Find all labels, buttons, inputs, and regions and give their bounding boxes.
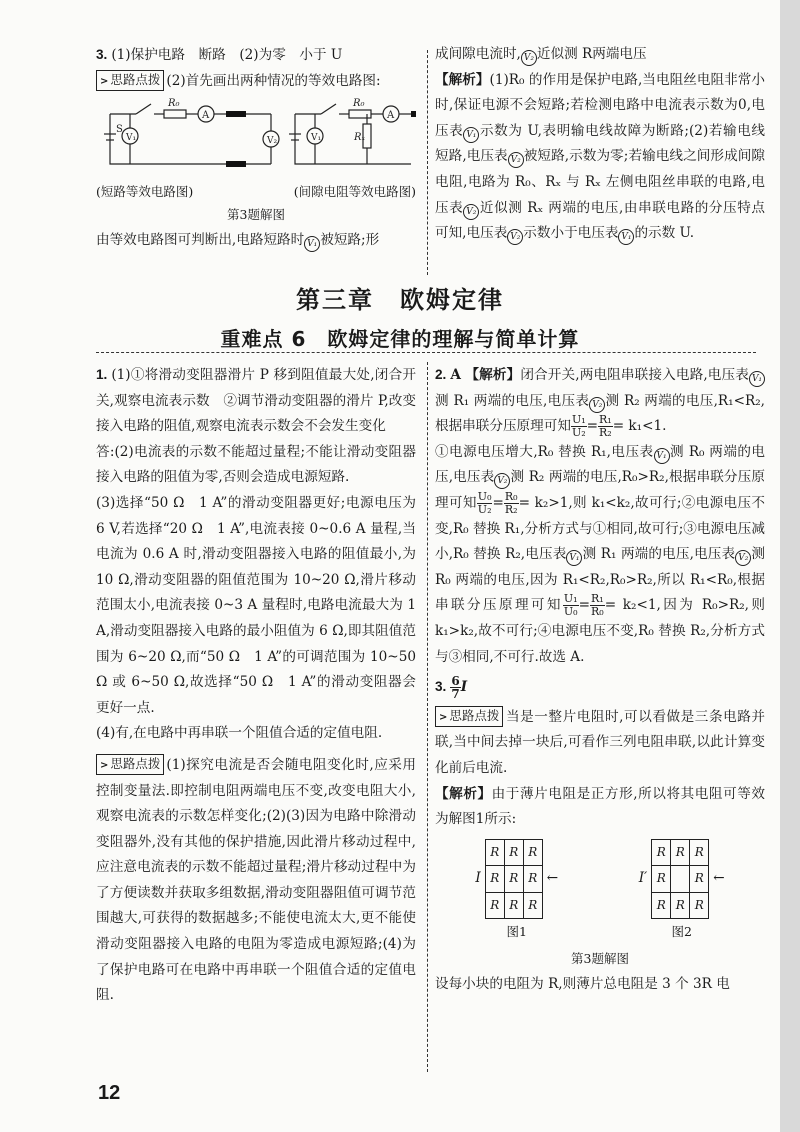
- voltmeter-icon: V₁: [463, 127, 479, 143]
- fraction: $\frac{\text{U₀}}{\text{U₂}}$: [477, 489, 492, 516]
- q3-tip-cont: 由等效电路图可判断出,电路短路时 V₁ 被短路;形: [96, 228, 416, 254]
- q3-answer: 3. (1)保护电路 断路 (2)为零 小于 U: [96, 47, 343, 63]
- svg-text:R₀: R₀: [353, 98, 365, 110]
- diagram1-caption: (短路等效电路图): [96, 184, 194, 200]
- svg-text:A: A: [202, 110, 210, 122]
- q1-part2: 答:(2)电流表的示数不能超过量程;不能让滑动变阻器接入电路的阻值为零,否则会造成电源短路.: [96, 443, 416, 486]
- resistor-grid-1: R R R R R R R R R: [485, 839, 543, 920]
- circuit-svg: [96, 94, 416, 182]
- svg-text:R₀: R₀: [168, 98, 180, 110]
- voltmeter-icon: V₂: [521, 50, 537, 66]
- top-left-column: [96, 42, 416, 253]
- bottom-right-column: [435, 362, 765, 997]
- q3-answer-2: 3. $\frac{6}{7}$ I: [435, 674, 468, 702]
- q1-tip: > 思路点拨 (1)探究电流是否会随电阻变化时,应采用控制变量法.即控制电阻两端电压不变,改变电阻大小,观察电流表的示数怎样变化;(2)(3)因为电路中除滑动变阻器外,没有其他的保护措施,因此滑片移动过程中,应注意电流表的示数不能超过量程;滑片移动过程中为了方便读数并获取多组数据,滑动变阻器阻值可调节范围越大,可获得的数据越多;不能使电流太大,更不能使滑动变阻器接入电路的电阻为零造成电源短路;(4)为了保护电路可在电路中再串联一个阻值合适的定值电阻.: [96, 755, 416, 1004]
- q3-analysis-2: 【解析】由于薄片电阻是正方形,所以将其电阻可等效为解图1所示:: [435, 785, 765, 828]
- voltmeter-icon: V₁: [618, 229, 634, 245]
- q3-cont: 成间隙电流时, V₂ 近似测 R两端电压: [435, 42, 765, 68]
- grid-figures: [435, 839, 765, 946]
- q1-part1: 1. (1)①将滑动变阻器滑片 P 移到阻值最大处,闭合开关,观察电流表示数 ②调节滑动变阻器的滑片 P,改变接入电路的阻值,观察电流表示数会不会发生变化: [96, 367, 416, 435]
- tip-tag: > 思路点拨: [96, 754, 164, 775]
- fraction: $\frac{\text{U₁}}{\text{U₀}}$: [563, 592, 578, 619]
- diagram2-caption: (间隙电阻等效电路图): [293, 184, 416, 200]
- svg-text:V₂: V₂: [267, 136, 278, 147]
- svg-text:V₁: V₁: [311, 133, 322, 144]
- resistor-grid-2: R R R R R R R R: [651, 839, 709, 920]
- circuit-diagrams: [96, 94, 416, 182]
- chapter-title: 第三章 欧姆定律: [296, 286, 504, 314]
- voltmeter-icon: V₂: [508, 152, 524, 168]
- page-number: 12: [98, 1082, 121, 1104]
- arrow-icon: ←: [713, 870, 725, 887]
- figure-caption: 第3题解图: [227, 207, 285, 223]
- tip-tag: > 思路点拨: [435, 706, 503, 727]
- q3-tip-2: > 思路点拨 当是一整片电阻时,可以看做是三条电路并联,当中间去掉一块后,可看作三列电阻串联,以此计算变化前后电流.: [435, 707, 765, 776]
- q3-analysis: 【解析】(1)R₀ 的作用是保护电路,当电阻丝电阻非常小时,保证电源不会短路;若检测电路中电流表示数为0,电压表 V₁ 示数为 U,表明输电线故障为断路;(2)若输电线短路,电压表 V₂ 被短路,示数为零;若输电线之间形成间隙电阻,电路为 R₀、Rₓ 与 Rₓ 左侧电阻丝串联的电路,电压表 V₂ 近似测 Rₓ 两端的电压,由串联电路的分压特点可知,电压表 V₂ 示数小于电压表 V₁ 的示数 U.: [435, 68, 765, 247]
- q1-part3: (3)选择“50 Ω 1 A”的滑动变阻器更好;电源电压为 6 V,若选择“20 Ω 1 A”,电流表接 0~0.6 A 量程,当电流为 0.6 A 时,滑动变阻器接入电路的阻值最小,为 10 Ω,滑动变阻器的阻值范围为 10~20 Ω,滑片移动范围太小,电流表接 0~3 A 量程时,电路电流最大为 1 A,滑动变阻器接入电路的最小阻值为 6 Ω,即其阻值范围为 6~20 Ω,而“50 Ω 1 A”的可调范围为 10~50 Ω 或 6~50 Ω,故选择“50 Ω 1 A”的滑动变阻器会更好一点.: [96, 494, 416, 716]
- current-label: I: [475, 870, 481, 887]
- fig1-caption: 图1: [506, 924, 527, 940]
- q2-analysis: 2. A 【解析】闭合开关,两电阻串联接入电路,电压表 V₁测 R₁ 两端的电压,电压表 V₂ 测 R₂ 两端的电压,R₁<R₂,根据串联分压原理可知 $\frac{\text{U₁}}{\text{U₂}}$ = $\frac{\text{R₁}}{\text{R₂}}$ = k₁<1.: [435, 367, 765, 440]
- fraction: $\frac{\text{R₁}}{\text{R₂}}$: [599, 413, 612, 440]
- voltmeter-icon: V₂: [589, 397, 605, 413]
- arrow-icon: ←: [546, 870, 559, 887]
- current-label: I′: [638, 870, 648, 887]
- fraction: $\frac{\text{R₁}}{\text{R₀}}$: [590, 592, 604, 619]
- grid-figure-1: [475, 839, 558, 946]
- column-divider-top: [427, 50, 428, 275]
- fraction: $\frac{\text{R₀}}{\text{R₂}}$: [504, 489, 518, 516]
- voltmeter-icon: V₁: [566, 550, 582, 566]
- voltmeter-icon: V₁: [749, 371, 765, 387]
- svg-text:V₁: V₁: [126, 133, 137, 144]
- column-divider-bottom: [427, 362, 428, 1072]
- page-edge: [780, 0, 800, 1132]
- q1-part4: (4)有,在电路中再串联一个阻值合适的定值电阻.: [96, 725, 383, 742]
- svg-text:S: S: [116, 124, 123, 136]
- tip-tag: > 思路点拨: [96, 70, 164, 91]
- top-right-column: [435, 42, 765, 247]
- voltmeter-icon: V₁: [654, 448, 670, 464]
- fraction: $\frac{\text{U₁}}{\text{U₂}}$: [571, 413, 586, 440]
- last-line: 设每小块的电阻为 R,则薄片总电阻是 3 个 3R 电: [435, 975, 730, 992]
- voltmeter-icon: V₁: [304, 236, 320, 252]
- q3-tip: > 思路点拨 (2)首先画出两种情况的等效电路图:: [96, 69, 416, 95]
- voltmeter-icon: V₂: [463, 204, 479, 220]
- section-title: 重难点 6 欧姆定律的理解与简单计算: [220, 327, 580, 351]
- grid-figure-2: [639, 839, 725, 946]
- voltmeter-icon: V₂: [507, 229, 523, 245]
- section-divider: [96, 352, 756, 353]
- voltmeter-icon: V₂: [735, 550, 751, 566]
- fraction: $\frac{6}{7}$: [451, 674, 460, 702]
- bottom-left-column: [96, 362, 416, 1009]
- voltmeter-icon: V₂: [494, 473, 510, 489]
- figure-caption-2: 第3题解图: [571, 951, 629, 967]
- svg-text:Rₓ: Rₓ: [354, 132, 366, 144]
- fig2-caption: 图2: [671, 924, 692, 940]
- q2-analysis-cont: ①电源电压增大,R₀ 替换 R₁,电压表 V₁ 测 R₀ 两端的电压,电压表 V₂ 测 R₂ 两端的电压,R₀>R₂,根据串联分压原理可知 $\frac{\text{U₀}}{\text{U₂}}$ = $\frac{\text{R₀}}{\text{R₂}}$ = k₂>1,则 k₁<k₂,故可行;②电源电压不变,R₀ 替换 R₁,分析方式与①相同,故可行;③电源电压减小,R₀ 替换 R₂,电压表 V₁ 测 R₁ 两端的电压,电压表 V₂ 测 R₀ 两端的电压,因为 R₁<R₂,R₀>R₂,所以 R₁<R₀,根据串联分压原理可知 $\frac{\text{U₁}}{\text{U₀}}$ = $\frac{\text{R₁}}{\text{R₀}}$ = k₂<1,因为 R₀>R₂,则 k₁>k₂,故不可行;④电源电压不变,R₀ 替换 R₂,分析方式与③相同,不可行.故选 A.: [435, 443, 765, 665]
- svg-text:A: A: [387, 110, 395, 122]
